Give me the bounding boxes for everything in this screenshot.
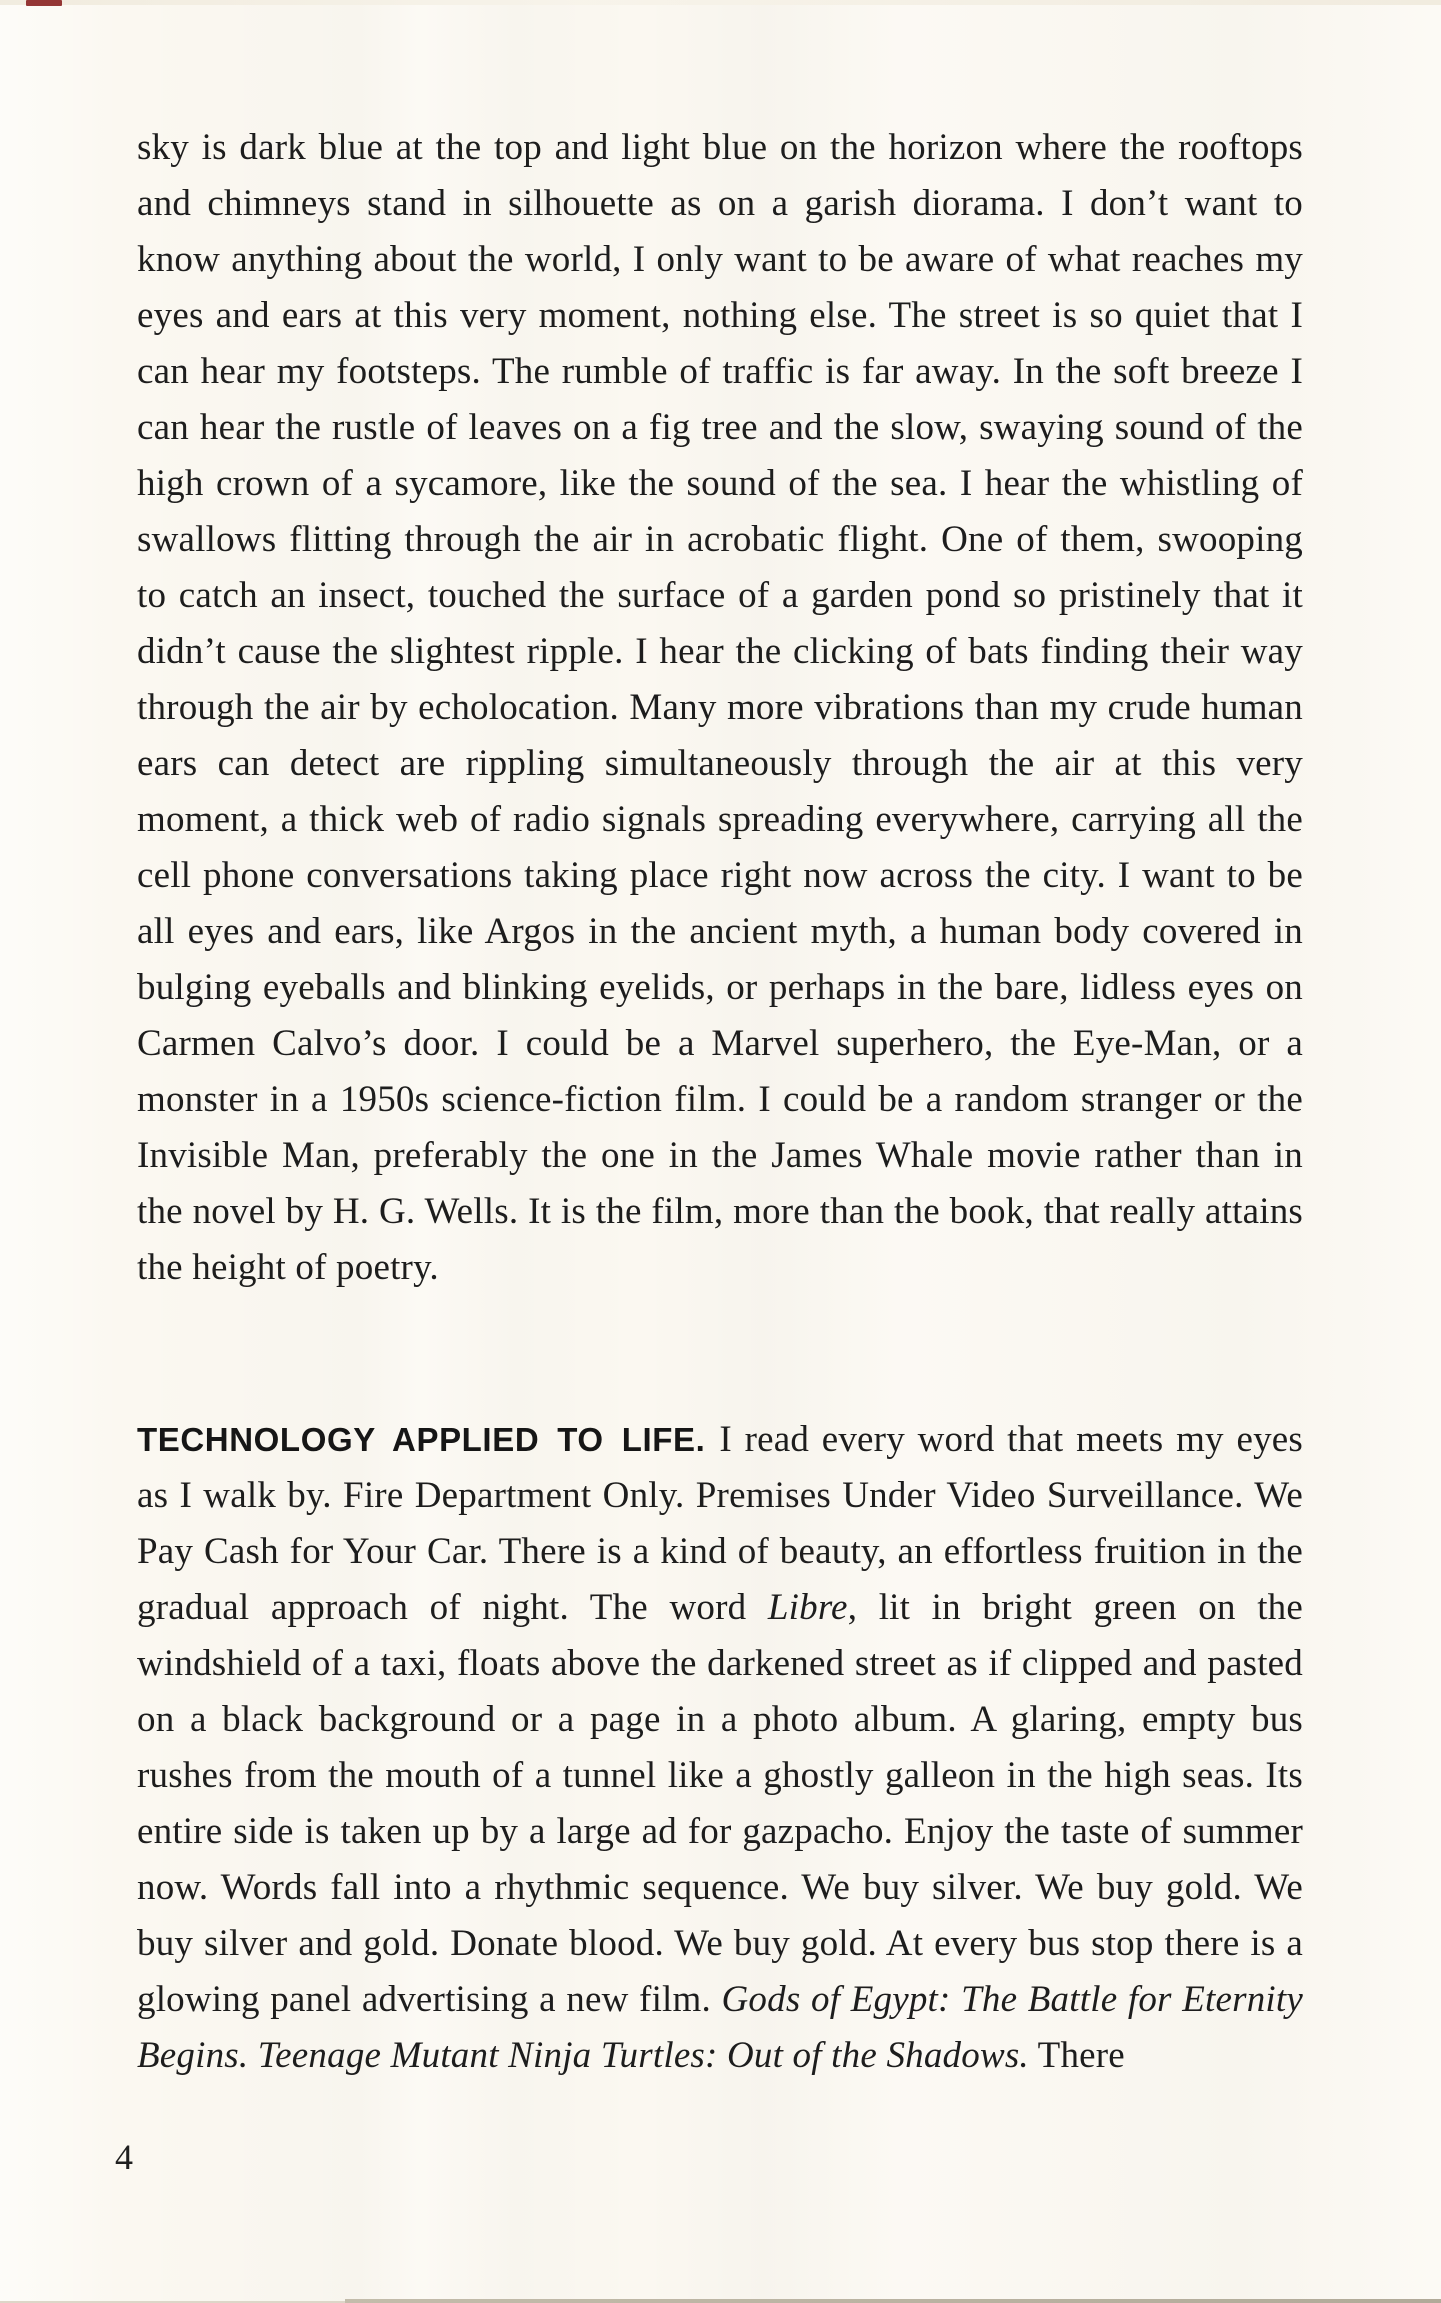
text-column (137, 120, 1303, 2084)
scan-bottom-edge-artifact (345, 2299, 1441, 2303)
scan-red-mark-artifact (26, 0, 62, 6)
section-body-text: I read every word that meets my eyes as I walk by. Fire Department Only. Premises Under Video Surveillance. We Pay Cash for Your Car. There is a kind of beauty, an effortless fruition in the gradual approach of night. The word Libre, lit in bright green on the windshield of a taxi, floats above the darkened street as if clipped and pasted on a black background or a page in a photo album. A glaring, empty bus rushes from the mouth of a tunnel like a ghostly galleon in the high seas. Its entire side is taken up by a large ad for gazpacho. Enjoy the taste of summer now. Words fall into a rhythmic sequence. We buy silver. We buy gold. We buy silver and gold. Donate blood. We buy gold. At every bus stop there is a glowing panel advertising a new film. Gods of Egypt: The Battle for Eternity Begins. Teenage Mutant Ninja Turtles: Out of the Shadows. There (137, 1419, 1304, 2076)
paragraph-continuation: sky is dark blue at the top and light blue on the horizon where the rooftops and chimneys stand in silhouette as on a garish diorama. I don’t want to know anything about the world, I only want to be aware of what reaches my eyes and ears at this very moment, nothing else. The street is so quiet that I can hear my footsteps. The rumble of traffic is far away. In the soft breeze I can hear the rustle of leaves on a fig tree and the slow, swaying sound of the high crown of a sycamore, like the sound of the sea. I hear the whistling of swallows flitting through the air in acrobatic flight. One of them, swooping to catch an insect, touched the surface of a garden pond so pristinely that it didn’t cause the slightest ripple. I hear the clicking of bats finding their way through the air by echolocation. Many more vibrations than my crude human ears can detect are rippling simultaneously through the air at this very moment, a thick web of radio signals spreading everywhere, carrying all the cell phone conversations taking place right now across the city. I want to be all eyes and ears, like Argos in the ancient myth, a human body covered in bulging eyeballs and blinking eyelids, or perhaps in the bare, lidless eyes on Carmen Calvo’s door. I could be a Marvel superhero, the Eye-Man, or a monster in a 1950s science-fiction film. I could be a random stranger or the Invisible Man, preferably the one in the James Whale movie rather than in the novel by H. G. Wells. It is the film, more than the book, that really attains the height of poetry. (137, 127, 1303, 1288)
scan-top-edge-artifact (0, 0, 1441, 5)
page-number: 4 (115, 2137, 133, 2177)
section-paragraph (137, 1412, 1303, 2084)
section-heading: TECHNOLOGY APPLIED TO LIFE. (137, 1421, 706, 1458)
